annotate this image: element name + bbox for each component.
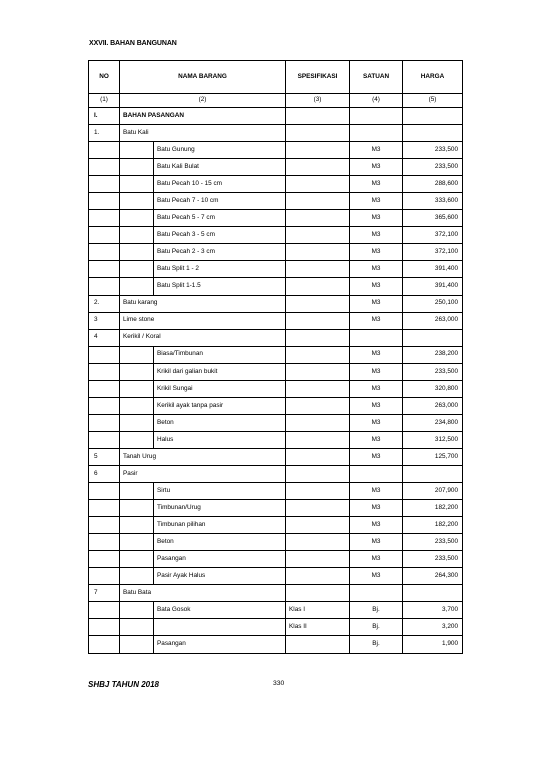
cell-price: 234,800 bbox=[403, 414, 463, 431]
cell-no: 7 bbox=[89, 585, 120, 602]
cell-spec bbox=[286, 380, 350, 397]
cell-category: Pasir bbox=[120, 465, 286, 482]
cell-unit: Bj. bbox=[350, 636, 403, 653]
cell-no: 3 bbox=[89, 312, 120, 329]
cell-price: 182,200 bbox=[403, 517, 463, 534]
cell-price: 372,100 bbox=[403, 244, 463, 261]
cell-unit: M3 bbox=[350, 500, 403, 517]
cell-no bbox=[89, 568, 120, 585]
section-title: XXVII. BAHAN BANGUNAN bbox=[89, 40, 177, 47]
cell-unit: M3 bbox=[350, 517, 403, 534]
cell-unit: M3 bbox=[350, 159, 403, 176]
table-row bbox=[89, 431, 463, 448]
cell-price: 182,200 bbox=[403, 500, 463, 517]
cell-indent bbox=[120, 500, 154, 517]
cell-no bbox=[89, 176, 120, 193]
cell-no bbox=[89, 397, 120, 414]
cell-price: 233,500 bbox=[403, 363, 463, 380]
cell-item-name: Batu Pecah 7 - 10 cm bbox=[154, 193, 286, 210]
cell-no bbox=[89, 619, 120, 636]
cell-spec bbox=[286, 346, 350, 363]
cell-price: 288,600 bbox=[403, 176, 463, 193]
cell-item-name: Sirtu bbox=[154, 483, 286, 500]
cell-item-name: Batu Pecah 3 - 5 cm bbox=[154, 227, 286, 244]
cell-price: 320,800 bbox=[403, 380, 463, 397]
cell-category: BAHAN PASANGAN bbox=[120, 108, 286, 125]
cell-price: 233,500 bbox=[403, 534, 463, 551]
cell-item-name: Bata Gosok bbox=[154, 602, 286, 619]
cell-indent bbox=[120, 159, 154, 176]
cell-indent bbox=[120, 619, 154, 636]
cell-spec bbox=[286, 244, 350, 261]
footer-title: SHBJ TAHUN 2018 bbox=[88, 680, 159, 689]
cell-unit bbox=[350, 329, 403, 346]
price-table bbox=[88, 60, 463, 654]
cell-spec bbox=[286, 278, 350, 295]
cell-spec bbox=[286, 363, 350, 380]
cell-no bbox=[89, 278, 120, 295]
col-number: (4) bbox=[350, 94, 403, 108]
cell-item-name: Timbunan pilihan bbox=[154, 517, 286, 534]
cell-indent bbox=[120, 261, 154, 278]
cell-item-name: Timbunan/Urug bbox=[154, 500, 286, 517]
header-price: HARGA bbox=[403, 61, 463, 94]
cell-category: Batu Kali bbox=[120, 125, 286, 142]
header-name: NAMA BARANG bbox=[120, 61, 286, 94]
cell-no bbox=[89, 483, 120, 500]
cell-item-name: Halus bbox=[154, 431, 286, 448]
table-row bbox=[89, 329, 463, 346]
cell-no bbox=[89, 431, 120, 448]
cell-price: 1,900 bbox=[403, 636, 463, 653]
cell-indent bbox=[120, 346, 154, 363]
cell-spec bbox=[286, 568, 350, 585]
cell-price: 3,200 bbox=[403, 619, 463, 636]
cell-category: Batu karang bbox=[120, 295, 286, 312]
table-row bbox=[89, 159, 463, 176]
cell-unit: M3 bbox=[350, 534, 403, 551]
cell-no bbox=[89, 210, 120, 227]
col-number: (5) bbox=[403, 94, 463, 108]
col-number: (3) bbox=[286, 94, 350, 108]
table-row bbox=[89, 193, 463, 210]
cell-indent bbox=[120, 636, 154, 653]
cell-price: 233,500 bbox=[403, 551, 463, 568]
table-row bbox=[89, 227, 463, 244]
cell-indent bbox=[120, 193, 154, 210]
table-row bbox=[89, 108, 463, 125]
cell-unit: M3 bbox=[350, 448, 403, 465]
cell-unit: M3 bbox=[350, 227, 403, 244]
table-row bbox=[89, 414, 463, 431]
cell-item-name: Batu Pecah 10 - 15 cm bbox=[154, 176, 286, 193]
table-row bbox=[89, 465, 463, 482]
cell-price: 207,900 bbox=[403, 483, 463, 500]
cell-indent bbox=[120, 602, 154, 619]
table-row bbox=[89, 142, 463, 159]
table-row bbox=[89, 448, 463, 465]
table-row bbox=[89, 125, 463, 142]
cell-unit: M3 bbox=[350, 346, 403, 363]
cell-spec bbox=[286, 414, 350, 431]
cell-spec bbox=[286, 636, 350, 653]
cell-unit: M3 bbox=[350, 176, 403, 193]
cell-price: 391,400 bbox=[403, 278, 463, 295]
cell-no: I. bbox=[89, 108, 120, 125]
table-row bbox=[89, 517, 463, 534]
cell-no bbox=[89, 500, 120, 517]
cell-no bbox=[89, 636, 120, 653]
cell-spec bbox=[286, 159, 350, 176]
table-row bbox=[89, 278, 463, 295]
cell-category: Lime stone bbox=[120, 312, 286, 329]
cell-indent bbox=[120, 551, 154, 568]
cell-spec bbox=[286, 585, 350, 602]
cell-unit: M3 bbox=[350, 312, 403, 329]
cell-price: 125,700 bbox=[403, 448, 463, 465]
cell-item-name: Beton bbox=[154, 534, 286, 551]
cell-item-name: Biasa/Timbunan bbox=[154, 346, 286, 363]
cell-unit: M3 bbox=[350, 142, 403, 159]
page-number: 330 bbox=[273, 680, 285, 687]
cell-no: 5 bbox=[89, 448, 120, 465]
cell-spec bbox=[286, 448, 350, 465]
table-row bbox=[89, 295, 463, 312]
header-unit: SATUAN bbox=[350, 61, 403, 94]
table-row bbox=[89, 397, 463, 414]
cell-no bbox=[89, 193, 120, 210]
cell-price: 312,500 bbox=[403, 431, 463, 448]
cell-no bbox=[89, 534, 120, 551]
column-number-row bbox=[89, 94, 463, 108]
cell-price bbox=[403, 108, 463, 125]
table-row bbox=[89, 568, 463, 585]
header-row bbox=[89, 61, 463, 94]
cell-item-name: Batu Pecah 2 - 3 cm bbox=[154, 244, 286, 261]
cell-price: 333,600 bbox=[403, 193, 463, 210]
cell-price: 233,500 bbox=[403, 142, 463, 159]
table-row bbox=[89, 261, 463, 278]
cell-item-name: Batu Kali Bulat bbox=[154, 159, 286, 176]
cell-item-name: Batu Gunung bbox=[154, 142, 286, 159]
cell-no: 6 bbox=[89, 465, 120, 482]
cell-unit: Bj. bbox=[350, 602, 403, 619]
header-spec: SPESIFIKASI bbox=[286, 61, 350, 94]
cell-no bbox=[89, 159, 120, 176]
cell-no: 4 bbox=[89, 329, 120, 346]
cell-spec: Klas I bbox=[286, 602, 350, 619]
cell-no bbox=[89, 363, 120, 380]
cell-indent bbox=[120, 142, 154, 159]
cell-indent bbox=[120, 483, 154, 500]
cell-unit bbox=[350, 585, 403, 602]
table-row bbox=[89, 534, 463, 551]
cell-indent bbox=[120, 414, 154, 431]
cell-spec bbox=[286, 397, 350, 414]
cell-spec bbox=[286, 534, 350, 551]
table-row bbox=[89, 363, 463, 380]
cell-no bbox=[89, 244, 120, 261]
cell-no bbox=[89, 142, 120, 159]
cell-category: Kerikil / Koral bbox=[120, 329, 286, 346]
cell-indent bbox=[120, 380, 154, 397]
cell-spec bbox=[286, 142, 350, 159]
cell-unit: M3 bbox=[350, 483, 403, 500]
cell-spec bbox=[286, 465, 350, 482]
cell-unit bbox=[350, 465, 403, 482]
cell-item-name: Pasangan bbox=[154, 551, 286, 568]
cell-price: 263,000 bbox=[403, 397, 463, 414]
table-row bbox=[89, 585, 463, 602]
table-row bbox=[89, 500, 463, 517]
header-no: NO bbox=[89, 61, 120, 94]
cell-item-name: Beton bbox=[154, 414, 286, 431]
cell-indent bbox=[120, 568, 154, 585]
cell-indent bbox=[120, 210, 154, 227]
cell-price bbox=[403, 585, 463, 602]
cell-unit: M3 bbox=[350, 193, 403, 210]
cell-spec bbox=[286, 483, 350, 500]
cell-no bbox=[89, 602, 120, 619]
cell-category: Tanah Urug bbox=[120, 448, 286, 465]
cell-no bbox=[89, 346, 120, 363]
cell-item-name: Batu Split 1-1.5 bbox=[154, 278, 286, 295]
cell-item-name: Krikil dari galian bukit bbox=[154, 363, 286, 380]
table-row bbox=[89, 636, 463, 653]
cell-spec: Klas II bbox=[286, 619, 350, 636]
table-row bbox=[89, 619, 463, 636]
cell-unit: M3 bbox=[350, 244, 403, 261]
cell-spec bbox=[286, 312, 350, 329]
cell-item-name: Batu Pecah 5 - 7 cm bbox=[154, 210, 286, 227]
cell-item-name: Pasangan bbox=[154, 636, 286, 653]
table-row bbox=[89, 551, 463, 568]
cell-price: 391,400 bbox=[403, 261, 463, 278]
cell-unit: M3 bbox=[350, 278, 403, 295]
cell-unit: M3 bbox=[350, 261, 403, 278]
cell-spec bbox=[286, 295, 350, 312]
cell-unit: M3 bbox=[350, 380, 403, 397]
cell-indent bbox=[120, 176, 154, 193]
cell-spec bbox=[286, 431, 350, 448]
cell-unit bbox=[350, 125, 403, 142]
cell-unit: M3 bbox=[350, 210, 403, 227]
cell-unit: M3 bbox=[350, 397, 403, 414]
cell-no bbox=[89, 261, 120, 278]
cell-unit: Bj. bbox=[350, 619, 403, 636]
cell-item-name bbox=[154, 619, 286, 636]
table-row bbox=[89, 312, 463, 329]
cell-no bbox=[89, 227, 120, 244]
table-row bbox=[89, 483, 463, 500]
cell-unit: M3 bbox=[350, 295, 403, 312]
cell-price: 233,500 bbox=[403, 159, 463, 176]
cell-spec bbox=[286, 193, 350, 210]
cell-indent bbox=[120, 244, 154, 261]
col-number: (1) bbox=[89, 94, 120, 108]
cell-price bbox=[403, 329, 463, 346]
cell-unit: M3 bbox=[350, 568, 403, 585]
cell-unit: M3 bbox=[350, 551, 403, 568]
cell-item-name: Pasir Ayak Halus bbox=[154, 568, 286, 585]
cell-spec bbox=[286, 517, 350, 534]
cell-unit: M3 bbox=[350, 431, 403, 448]
cell-indent bbox=[120, 534, 154, 551]
cell-spec bbox=[286, 227, 350, 244]
cell-price: 263,000 bbox=[403, 312, 463, 329]
cell-spec bbox=[286, 210, 350, 227]
cell-spec bbox=[286, 125, 350, 142]
table-row bbox=[89, 244, 463, 261]
table-row bbox=[89, 602, 463, 619]
table-row bbox=[89, 346, 463, 363]
cell-price: 264,300 bbox=[403, 568, 463, 585]
table-row bbox=[89, 176, 463, 193]
cell-unit bbox=[350, 108, 403, 125]
cell-no bbox=[89, 551, 120, 568]
cell-category: Batu Bata bbox=[120, 585, 286, 602]
cell-price: 365,600 bbox=[403, 210, 463, 227]
cell-price: 372,100 bbox=[403, 227, 463, 244]
cell-item-name: Kerikil ayak tanpa pasir bbox=[154, 397, 286, 414]
cell-spec bbox=[286, 551, 350, 568]
cell-price: 250,100 bbox=[403, 295, 463, 312]
cell-indent bbox=[120, 363, 154, 380]
col-number: (2) bbox=[120, 94, 286, 108]
cell-unit: M3 bbox=[350, 363, 403, 380]
cell-indent bbox=[120, 227, 154, 244]
cell-indent bbox=[120, 278, 154, 295]
cell-no: 1. bbox=[89, 125, 120, 142]
cell-unit: M3 bbox=[350, 414, 403, 431]
cell-spec bbox=[286, 329, 350, 346]
cell-item-name: Batu Split 1 - 2 bbox=[154, 261, 286, 278]
table-row bbox=[89, 380, 463, 397]
cell-no bbox=[89, 414, 120, 431]
cell-price: 238,200 bbox=[403, 346, 463, 363]
cell-no bbox=[89, 380, 120, 397]
cell-indent bbox=[120, 397, 154, 414]
cell-spec bbox=[286, 108, 350, 125]
cell-spec bbox=[286, 500, 350, 517]
cell-spec bbox=[286, 261, 350, 278]
cell-price bbox=[403, 465, 463, 482]
cell-no bbox=[89, 517, 120, 534]
cell-indent bbox=[120, 431, 154, 448]
cell-price bbox=[403, 125, 463, 142]
cell-no: 2. bbox=[89, 295, 120, 312]
cell-item-name: Krikil Sungai bbox=[154, 380, 286, 397]
cell-price: 3,700 bbox=[403, 602, 463, 619]
cell-indent bbox=[120, 517, 154, 534]
cell-spec bbox=[286, 176, 350, 193]
table-row bbox=[89, 210, 463, 227]
